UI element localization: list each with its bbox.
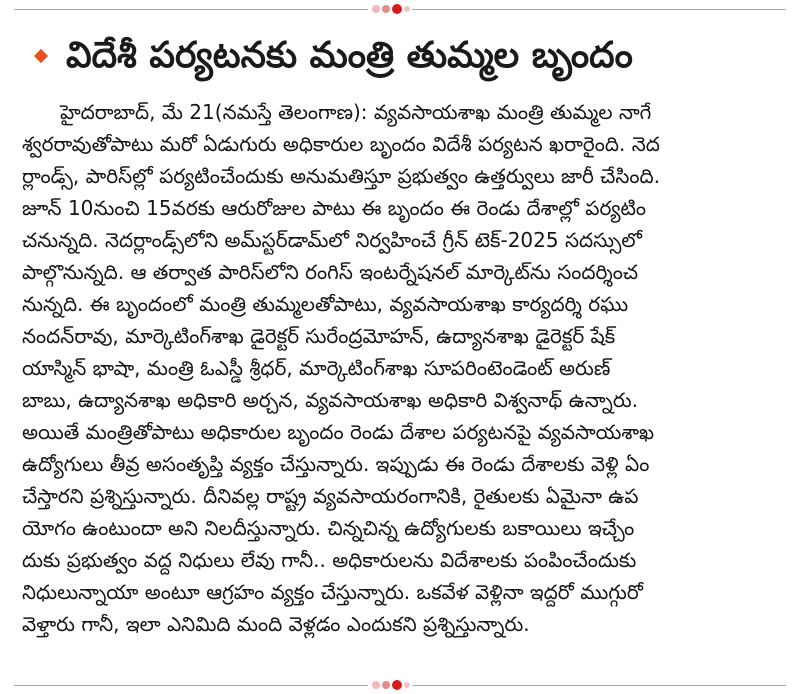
- article-line: నిధులున్నాయా అంటూ ఆగ్రహం వ్యక్తం చేస్తున్నారు. ఒకవేళ వెళ్లినా ఇద్దరో ముగ్గురో: [22, 580, 643, 604]
- article-line: నున్నది. ఈ బృందంలో మంత్రి తుమ్మలతోపాటు, వ్యవసాయశాఖ కార్యదర్శి రఘు: [22, 292, 629, 316]
- article-line: బాబు, ఉద్యానశాఖ అధికారి అర్చన, వ్యవసాయశాఖ అధికారి విశ్వనాథ్ ఉన్నారు.: [22, 388, 638, 412]
- article-line: వెళ్తారు గానీ, ఇలా ఎనిమిది మంది వెళ్లడం ఎందుకని ప్రశ్నిస్తున్నారు.: [22, 612, 530, 636]
- article-line: శ్వరరావుతోపాటు మరో ఏడుగురు అధికారుల బృందం విదేశీ పర్యటన ఖరారైంది. నెద: [22, 132, 660, 156]
- article-line: జూన్ 10నుంచి 15వరకు ఆరురోజుల పాటు ఈ బృందం ఈ రెండు దేశాల్లో పర్యటిం: [22, 196, 647, 220]
- article-line: చేస్తారని ప్రశ్నిస్తున్నారు. దీనివల్ల రాష్ట్ర వ్యవసాయరంగానికి, రైతులకు ఏమైనా ఉప: [22, 484, 639, 508]
- diamond-bullet-icon: [34, 49, 48, 63]
- article-line: యోగం ఉంటుందా అని నిలదీస్తున్నారు. చిన్నచిన్న ఉద్యోగులకు బకాయిలు ఇచ్చేం: [22, 516, 635, 540]
- article-body: [22, 96, 784, 672]
- article-line: యాస్మిన్ భాషా, మంత్రి ఓఎస్డీ శ్రీధర్, మార్కెటింగ్‌శాఖ సూపరింటెండెంట్ అరుణ్: [22, 356, 611, 380]
- article-headline: [20, 24, 790, 88]
- article-line: చనున్నది. నెదర్లాండ్స్‌లోని అమ్‌స్టర్‌డామ్‌లో నిర్వహించే గ్రీన్ టెక్-2025 సదస్సులో: [22, 228, 642, 252]
- article-line: అయితే మంత్రితోపాటు అధికారుల బృందం రెండు దేశాల పర్యటనపై వ్యవసాయశాఖ: [22, 420, 655, 444]
- article-line: ర్లాండ్స్, పారిస్‌ల్లో పర్యటించేందుకు అనుమతిస్తూ ప్రభుత్వం ఉత్తర్వులు జారీ చేసింది.: [22, 164, 661, 188]
- dots-ornament-icon: [368, 678, 412, 692]
- article-line: నందన్‌రావు, మార్కెటింగ్‌శాఖ డైరెక్టర్ సురేంద్రమోహన్, ఉద్యానశాఖ డైరెక్టర్ షేక్: [22, 324, 616, 348]
- article-line: హైదరాబాద్, మే 21(నమస్తే తెలంగాణ): వ్యవసాయశాఖ మంత్రి తుమ్మల నాగే: [60, 100, 652, 124]
- article-line: ఉద్యోగులు తీవ్ర అసంతృప్తి వ్యక్తం చేస్తున్నారు. ఇప్పుడు ఈ రెండు దేశాలకు వెళ్లి ఏం: [22, 452, 650, 476]
- headline-text: విదేశీ పర్యటనకు మంత్రి తుమ్మల బృందం: [66, 35, 633, 76]
- dots-ornament-icon: [368, 2, 412, 16]
- article-line: పాల్గొనున్నది. ఆ తర్వాత పారిస్‌లోని రంగిస్ ఇంటర్నేషనల్ మార్కెట్‌ను సందర్శించ: [22, 260, 639, 284]
- article-line: దుకు ప్రభుత్వం వద్ద నిధులు లేవు గానీ.. అధికారులను విదేశాలకు పంపించేందుకు: [22, 548, 637, 572]
